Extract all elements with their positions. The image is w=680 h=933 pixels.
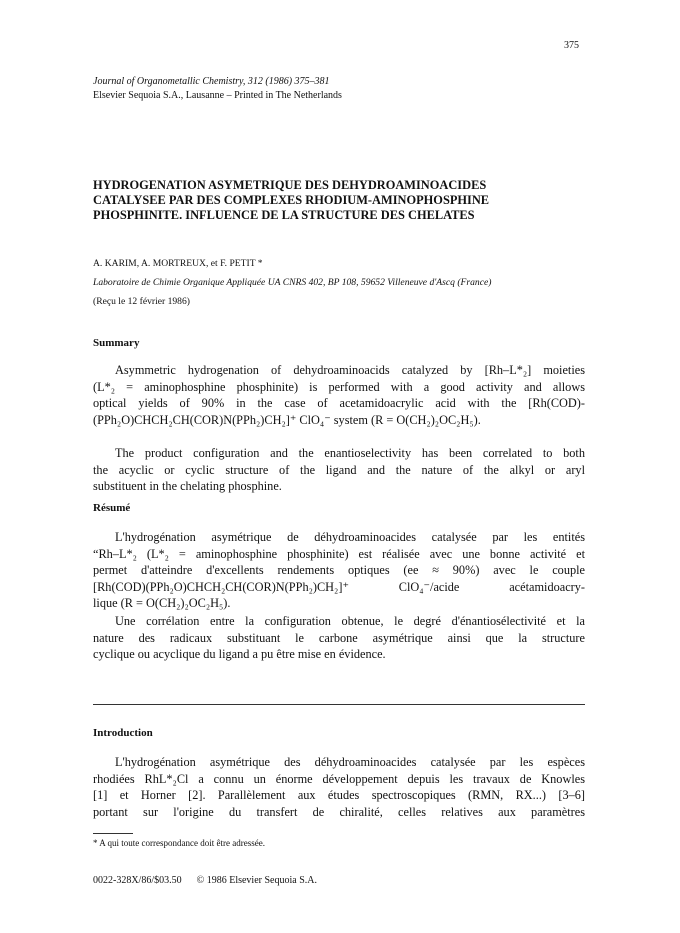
footnote: * A qui toute correspondance doit être adressée.	[93, 838, 265, 848]
summary-paragraph	[93, 362, 585, 428]
publisher-line: Elsevier Sequoia S.A., Lausanne – Printed in The Netherlands	[93, 90, 342, 101]
copyright: © 1986 Elsevier Sequoia S.A.	[196, 875, 317, 886]
issn: 0022-328X/86/$03.50	[93, 875, 182, 886]
text-line: substituent in the chelating phosphine.	[93, 479, 282, 494]
text-line: Une corrélation entre la configuration obtenue, le degré d'énantiosélectivité et la	[115, 614, 585, 628]
text-line: [1] et Horner [2]. Parallèlement aux études spectroscopiques (RMN, RX...) [3–6]	[93, 788, 585, 803]
text-line: Asymmetric hydrogenation of dehydroaminoacids catalyzed by [Rh–L*₂] moieties	[115, 363, 585, 377]
title-line: PHOSPHINITE. INFLUENCE DE LA STRUCTURE DES CHELATES	[93, 208, 475, 223]
received-date: (Reçu le 12 février 1986)	[93, 296, 190, 307]
footnote-divider	[93, 833, 133, 834]
summary-paragraph	[93, 445, 585, 495]
title-line: CATALYSEE PAR DES COMPLEXES RHODIUM-AMINOPHOSPHINE	[93, 193, 490, 208]
introduction-paragraph	[93, 754, 585, 820]
text-line: L'hydrogénation asymétrique de déhydroaminoacides catalysée par les entités	[115, 530, 585, 544]
summary-heading: Summary	[93, 337, 140, 349]
resume-heading: Résumé	[93, 502, 131, 514]
text-line: [Rh(COD)(PPh₂O)CHCH₂CH(COR)N(PPh₂)CH₂]⁺ ClO₄⁻/acide acétamidoacry-	[93, 579, 585, 594]
section-divider	[93, 704, 585, 705]
text-line: permet d'atteindre d'excellents rendements optiques (ee ≈ 90%) avec le couple	[93, 563, 585, 578]
introduction-heading: Introduction	[93, 727, 153, 739]
article-title	[93, 178, 593, 224]
text-line: L'hydrogénation asymétrique des déhydroaminoacides catalysée par les espèces	[115, 755, 585, 769]
text-line: optical yields of 90% in the case of acetamidoacrylic acid with the [Rh(COD)-	[93, 396, 585, 411]
text-line: portant sur l'origine du transfert de chiralité, celles relatives aux paramètres	[93, 804, 585, 819]
text-line: The product configuration and the enantioselectivity has been correlated to both	[115, 446, 585, 460]
resume-paragraph	[93, 613, 585, 663]
text-line: (L*₂ = aminophosphine phosphinite) is performed with a good activity and allows	[93, 379, 585, 394]
text-line: “Rh–L*₂ (L*₂ = aminophosphine phosphinite) est réalisée avec une bonne activité et	[93, 546, 585, 561]
text-line: (PPh₂O)CHCH₂CH(COR)N(PPh₂)CH₂]⁺ ClO₄⁻ system (R = O(CH₂)₂OC₂H₅).	[93, 412, 481, 427]
page-number: 375	[564, 40, 579, 51]
issn-copyright-line	[93, 875, 317, 886]
text-line: rhodiées RhL*₂Cl a connu un énorme développement depuis les travaux de Knowles	[93, 771, 585, 786]
text-line: lique (R = O(CH₂)₂OC₂H₅).	[93, 596, 231, 611]
title-line: HYDROGENATION ASYMETRIQUE DES DEHYDROAMINOACIDES	[93, 178, 487, 192]
affiliation: Laboratoire de Chimie Organique Appliquée UA CNRS 402, BP 108, 59652 Villeneuve d'Ascq (France)	[93, 277, 492, 288]
text-line: the acyclic or cyclic structure of the ligand and the nature of the alkyl or aryl	[93, 462, 585, 477]
authors: A. KARIM, A. MORTREUX, et F. PETIT *	[93, 258, 263, 269]
text-line: cyclique ou acyclique du ligand a pu être mise en évidence.	[93, 647, 386, 662]
text-line: nature des radicaux substituant le carbone asymétrique ainsi que la structure	[93, 630, 585, 645]
journal-citation: Journal of Organometallic Chemistry, 312 (1986) 375–381	[93, 76, 330, 87]
resume-paragraph	[93, 529, 585, 612]
